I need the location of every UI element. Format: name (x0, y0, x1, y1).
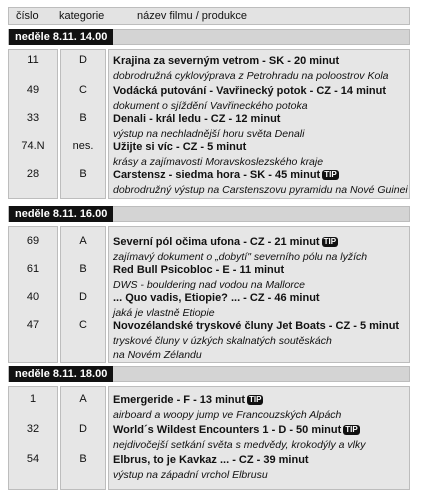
film-title: Carstensz - siedma hora - SK - 45 minut (113, 169, 321, 181)
film-description: tryskové čluny v úzkých skalnatých soutěskách (113, 335, 332, 347)
film-description-continued: na Novém Zélandu (113, 349, 202, 361)
film-title: World´s Wildest Encounters 1 - D - 50 minut (113, 424, 342, 436)
film-description: zajímavý dokument o „dobytí" severního pólu na lyžích (113, 251, 368, 263)
day-label: neděle 8.11. 18.00 (9, 366, 113, 382)
film-category: nes. (72, 140, 94, 152)
film-title: ... Quo vadis, Etiopie? ... - CZ - 46 minut (113, 292, 320, 304)
film-number: 61 (26, 263, 40, 275)
film-description: DWS - bouldering nad vodou na Mallorce (113, 279, 306, 291)
day-label: neděle 8.11. 14.00 (9, 29, 113, 45)
film-title: Red Bull Psicobloc - E - 11 minut (113, 264, 285, 276)
table-header (8, 7, 410, 25)
film-title: Užijte si víc - CZ - 5 minut (113, 141, 247, 153)
film-description: výstup na nechladnější horu světa Denali (113, 128, 305, 140)
tip-badge: TIP (345, 425, 358, 434)
film-category: B (79, 453, 87, 465)
section-1600 (8, 206, 410, 363)
film-description: dobrodružný výstup na Carstenszovu pyramidu na Nové Guinei (113, 184, 408, 196)
tip-badge: TIP (323, 237, 337, 246)
film-title: Vodácká putování - Vavřinecký potok - CZ - 14 minut (113, 85, 387, 97)
section-1400 (8, 29, 410, 199)
film-title: Elbrus, to je Kavkaz ... - CZ - 39 minut (113, 454, 309, 466)
film-number: 1 (29, 393, 37, 405)
header-number: číslo (16, 10, 39, 22)
film-description: dokument o sjíždění Vavřineckého potoka (113, 100, 308, 112)
film-description: krásy a zajímavosti Moravskoslezského kraje (113, 156, 324, 168)
film-description: airboard a woopy jump ve Francouzských Alpách (113, 409, 342, 421)
film-number: 74.N (21, 140, 45, 152)
tip-badge: TIP (324, 170, 337, 179)
film-number: 54 (26, 453, 40, 465)
section-1800 (8, 366, 410, 490)
film-title: Krajina za severným vetrom - SK - 20 minut (113, 55, 340, 67)
header-category: kategorie (59, 10, 105, 22)
film-description: nejdivočejší setkání světa s medvědy, krokodýly a vlky (113, 439, 366, 451)
day-bar (8, 206, 410, 222)
day-label: neděle 8.11. 16.00 (9, 206, 113, 222)
film-category: D (79, 54, 87, 66)
day-bar (8, 366, 410, 382)
film-category: B (79, 168, 87, 180)
film-description: výstup na západní vrchol Elbrusu (113, 469, 268, 481)
film-number: 33 (26, 112, 40, 124)
film-number: 69 (26, 235, 40, 247)
film-description: dobrodružná cyklovýprava z Petrohradu na poloostrov Kola (113, 70, 389, 82)
film-category: A (79, 235, 87, 247)
film-number: 40 (26, 291, 40, 303)
film-title: Emergeride - F - 13 minut (113, 394, 246, 406)
film-title: Novozélandské tryskové čluny Jet Boats - CZ - 5 minut (113, 320, 400, 332)
film-description: jaká je vlastně Etiopie (113, 307, 215, 319)
film-category: C (79, 84, 87, 96)
film-number: 47 (26, 319, 40, 331)
film-number: 28 (26, 168, 40, 180)
film-category: B (79, 112, 87, 124)
film-category: B (79, 263, 87, 275)
film-category: A (79, 393, 87, 405)
film-title: Denali - král ledu - CZ - 12 minut (113, 113, 281, 125)
film-number: 11 (27, 54, 39, 66)
header-title: název filmu / produkce (137, 10, 248, 22)
film-category: C (79, 319, 87, 331)
day-bar (8, 29, 410, 45)
film-category: D (79, 423, 87, 435)
tip-badge: TIP (249, 395, 262, 404)
film-number: 49 (26, 84, 40, 96)
film-number: 32 (26, 423, 40, 435)
film-category: D (79, 291, 87, 303)
film-title: Severní pól očima ufona - CZ - 21 minut (113, 236, 320, 248)
